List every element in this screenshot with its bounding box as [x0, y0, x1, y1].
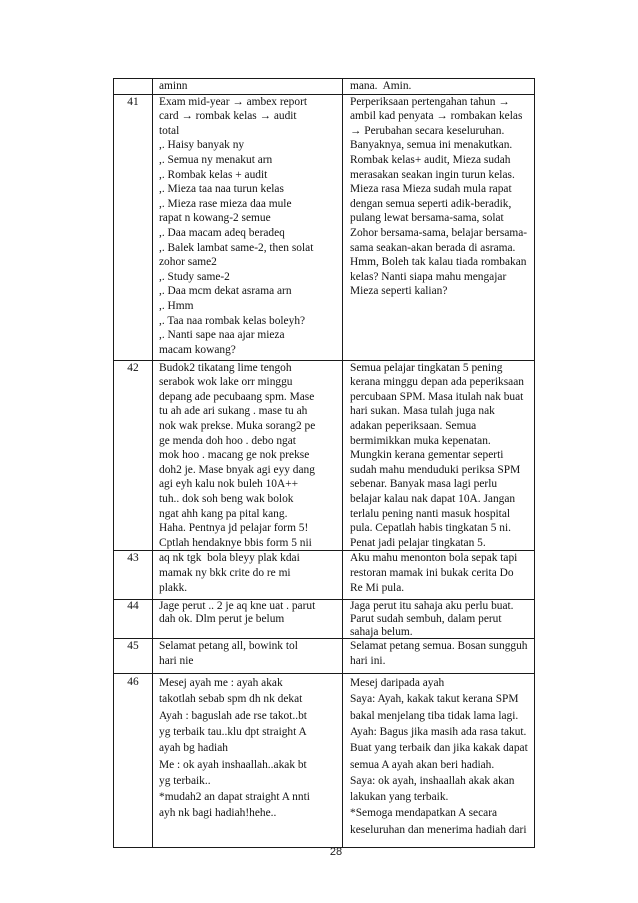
text-line: hari nie — [159, 654, 194, 667]
text-line: lakukan yang terbaik. — [350, 791, 449, 804]
text-line: sebenar. Banyak masa lagi perlu — [350, 478, 498, 491]
text-line: terlalu pening nanti masuk hospital — [350, 507, 511, 520]
text-line: hari ini. — [350, 654, 386, 667]
text-line: Banyaknya, semua ini menakutkan. — [350, 139, 513, 152]
original-text-cell — [153, 551, 343, 600]
original-text-cell — [153, 674, 343, 848]
text-line: adakan peperiksaan. Semua — [350, 419, 477, 432]
text-line: tuh.. dok soh beng wak bolok — [159, 492, 294, 505]
text-line: ,. Semua ny menakut arn — [159, 153, 273, 166]
original-text-cell — [153, 600, 343, 639]
text-line: dengan semua seperti adik-beradik, — [350, 197, 512, 210]
text-line: Selamat petang semua. Bosan sungguh — [350, 640, 528, 653]
text-line: Re Mi pula. — [350, 581, 405, 594]
text-line: ,. Hmm — [159, 299, 194, 312]
text-line: Cptlah hendaknye bbis form 5 nii — [159, 536, 312, 549]
text-line: percubaan SPM. Masa itulah nak buat — [350, 390, 524, 403]
text-line: dah ok. Dlm perut je belum — [159, 612, 285, 625]
text-line: Rombak kelas+ audit, Mieza sudah — [350, 153, 511, 166]
text-line: tu ah ade ari sukang . mase tu ah — [159, 405, 308, 418]
text-line: mana. Amin. — [350, 80, 412, 92]
text-line: Saya: ok ayah, inshaallah akak akan — [350, 774, 515, 787]
table-row — [114, 600, 535, 639]
text-line: ,. Rombak kelas + audit — [159, 168, 268, 181]
text-line: kerana minggu depan ada peperiksaan — [350, 376, 524, 389]
text-line: *Semoga mendapatkan A secara — [350, 807, 498, 820]
text-line: semua A ayah akan beri hadiah. — [350, 758, 495, 771]
text-line: Jaga perut itu sahaja aku perlu buat. — [350, 600, 514, 613]
translation-text-cell — [343, 360, 535, 551]
text-line: Perperiksaan pertengahan tahun → — [350, 95, 510, 108]
text-line: ,. Mieza rase mieza daa mule — [159, 197, 292, 210]
table-row — [114, 551, 535, 600]
entry-number — [114, 79, 153, 95]
text-line: Parut sudah sembuh, dalam perut — [350, 612, 502, 625]
text-line: bermimikkan muka kepenatan. — [350, 434, 491, 447]
entry-number: 43 — [114, 551, 153, 600]
text-line: ,. Haisy banyak ny — [159, 139, 245, 152]
text-line: Mieza seperti kalian? — [350, 285, 448, 298]
text-line: rapat n kowang-2 semue — [159, 212, 271, 225]
text-line: Penat jadi pelajar tingkatan 5. — [350, 536, 486, 549]
translation-text-cell — [343, 674, 535, 848]
text-line: Jage perut .. 2 je aq kne uat . parut — [159, 600, 316, 613]
text-line: Me : ok ayah inshaallah..akak bt — [159, 758, 307, 771]
text-line: agi eyh kalu nok buleh 10A++ — [159, 478, 299, 491]
text-line: doh2 je. Mase bnyak agi eyy dang — [159, 463, 315, 476]
table-row — [114, 360, 535, 551]
text-line: total — [159, 124, 180, 137]
entry-number: 41 — [114, 94, 153, 360]
text-line: ,. Study same-2 — [159, 270, 230, 283]
text-line: mamak ny bkk crite do re mi — [159, 566, 291, 579]
text-line: macam kowang? — [159, 343, 236, 356]
entry-number: 44 — [114, 600, 153, 639]
text-line: ayh nk bagi hadiah!hehe.. — [159, 807, 277, 820]
text-line: Aku mahu menonton bola sepak tapi — [350, 552, 518, 565]
text-line: Budok2 tikatang lime tengoh — [159, 361, 292, 374]
text-line: ayah bg hadiah — [159, 742, 228, 755]
text-line: ,. Taa naa rombak kelas boleyh? — [159, 314, 306, 327]
text-line: yg terbaik.. — [159, 774, 211, 787]
text-line: depang ade pecubaang spm. Mase — [159, 390, 315, 403]
text-line: Mesej ayah me : ayah akak — [159, 677, 283, 690]
text-line: pula. Cepatlah habis tingkatan 5 ni. — [350, 522, 512, 535]
text-line: merasakan seakan ingin turun kelas. — [350, 168, 515, 181]
table-body — [114, 79, 535, 848]
text-line: keseluruhan dan menerima hadiah dari — [350, 823, 527, 836]
text-line: ge menda doh hoo . debo ngat — [159, 434, 296, 447]
text-line: Exam mid-year → ambex report — [159, 95, 308, 108]
text-line: Hmm, Boleh tak kalau tiada rombakan — [350, 256, 527, 269]
original-text-cell — [153, 79, 343, 95]
text-line: yg terbaik tau..klu dpt straight A — [159, 725, 307, 738]
text-line: Selamat petang all, bowink tol — [159, 640, 298, 653]
text-line: restoran mamak ini bukak cerita Do — [350, 566, 514, 579]
translation-text-cell — [343, 79, 535, 95]
text-line: Saya: Ayah, kakak takut kerana SPM — [350, 693, 519, 706]
text-line: Mieza rasa Mieza sudah mula rapat — [350, 183, 512, 196]
text-line: kelas? Nanti siapa mahu mengajar — [350, 270, 507, 283]
text-line: aminn — [159, 80, 188, 92]
text-line: Semua pelajar tingkatan 5 pening — [350, 361, 503, 374]
text-line: → Perubahan secara keseluruhan. — [350, 124, 505, 137]
text-line: mok hoo . macang ge nok prekse — [159, 449, 310, 462]
text-line: Ayah: Bagus jika masih ada rasa takut. — [350, 725, 527, 738]
text-line: takotlah sebab spm dh nk dekat — [159, 693, 303, 706]
text-line: serabok wok lake orr minggu — [159, 376, 293, 389]
text-line: Zohor bersama-sama, belajar bersama- — [350, 226, 528, 239]
text-line: Buat yang terbaik dan jika kakak dapat — [350, 742, 528, 755]
transcription-table — [113, 78, 535, 848]
text-line: bakal menjelang tiba tidak lama lagi. — [350, 709, 519, 722]
original-text-cell — [153, 94, 343, 360]
text-line: card → rombak kelas → audit — [159, 110, 297, 123]
table-row — [114, 94, 535, 360]
text-line: belajar kalau nak dapat 10A. Jangan — [350, 492, 516, 505]
page-number: 28 — [329, 846, 343, 858]
entry-number: 46 — [114, 674, 153, 848]
text-line: ,. Nanti sape naa ajar mieza — [159, 329, 285, 342]
table-row — [114, 639, 535, 674]
entry-number: 45 — [114, 639, 153, 674]
text-line: sahaja belum. — [350, 625, 413, 638]
text-line: Mesej daripada ayah — [350, 677, 445, 690]
entry-number: 42 — [114, 360, 153, 551]
text-line: ngat ahh kang pa pital kang. — [159, 507, 288, 520]
text-line: nok wak prekse. Muka sorang2 pe — [159, 419, 316, 432]
text-line: zohor same2 — [159, 256, 217, 269]
text-line: ,. Mieza taa naa turun kelas — [159, 183, 284, 196]
text-line: sama seakan-akan berada di asrama. — [350, 241, 516, 254]
text-line: Ayah : baguslah ade rse takot..bt — [159, 709, 307, 722]
text-line: hari sukan. Masa tulah juga nak — [350, 405, 495, 418]
text-line: aq nk tgk bola bleyy plak kdai — [159, 552, 300, 565]
text-line: ambil kad penyata → rombakan kelas — [350, 110, 523, 123]
text-line: ,. Daa macam adeq beradeq — [159, 226, 285, 239]
text-line: *mudah2 an dapat straight A nnti — [159, 791, 310, 804]
text-line: Haha. Pentnya jd pelajar form 5! — [159, 522, 309, 535]
table-row — [114, 674, 535, 848]
original-text-cell — [153, 360, 343, 551]
text-line: ,. Daa mcm dekat asrama arn — [159, 285, 292, 298]
translation-text-cell — [343, 551, 535, 600]
text-line: pulang lewat bersama-sama, solat — [350, 212, 504, 225]
text-line: sudah mahu menduduki periksa SPM — [350, 463, 521, 476]
text-line: Mungkin kerana gementar seperti — [350, 449, 504, 462]
translation-text-cell — [343, 639, 535, 674]
translation-text-cell — [343, 600, 535, 639]
table-row — [114, 79, 535, 95]
text-line: ,. Balek lambat same-2, then solat — [159, 241, 314, 254]
text-line: plakk. — [159, 581, 188, 594]
original-text-cell — [153, 639, 343, 674]
translation-text-cell — [343, 94, 535, 360]
